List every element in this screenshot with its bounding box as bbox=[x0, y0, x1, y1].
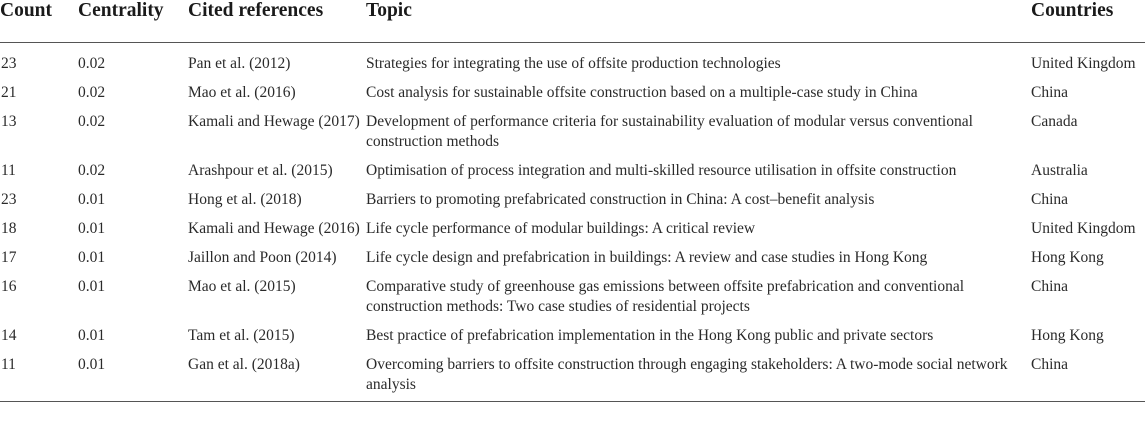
cell-centrality: 0.01 bbox=[78, 220, 106, 237]
cell-count: 11 bbox=[0, 350, 78, 402]
cell-topic: Life cycle performance of modular buildings: A critical review bbox=[366, 220, 756, 237]
cell-count: 14 bbox=[1, 327, 17, 344]
cell-topic: Strategies for integrating the use of offsite production technologies bbox=[366, 55, 781, 72]
cell-count: 21 bbox=[1, 84, 17, 101]
cell-reference: Kamali and Hewage (2016) bbox=[188, 220, 360, 237]
cell-topic: Life cycle design and prefabrication in buildings: A review and case studies in Hong Kong bbox=[366, 249, 928, 266]
cell-count: 11 bbox=[1, 162, 16, 179]
table-row bbox=[0, 43, 1145, 79]
table-header bbox=[0, 0, 1145, 43]
cell-topic: Barriers to promoting prefabricated construction in China: A cost–benefit analysis bbox=[366, 191, 875, 208]
header-countries: Countries bbox=[1031, 0, 1145, 43]
cell-country: United Kingdom bbox=[1031, 220, 1136, 237]
cell-country: China bbox=[1031, 191, 1069, 208]
cell-centrality: 0.02 bbox=[78, 162, 106, 179]
cell-count: 16 bbox=[1, 278, 17, 295]
header-row bbox=[0, 0, 1145, 43]
cell-centrality: 0.01 bbox=[78, 249, 106, 266]
table-row bbox=[0, 321, 1145, 350]
table-body bbox=[0, 43, 1145, 402]
table-row bbox=[0, 107, 1145, 156]
header-topic: Topic bbox=[366, 0, 1031, 43]
cell-country: Canada bbox=[1031, 113, 1078, 130]
cell-reference: Tam et al. (2015) bbox=[188, 327, 295, 344]
cell-count: 23 bbox=[1, 55, 17, 72]
cell-centrality: 0.02 bbox=[78, 84, 106, 101]
cell-reference: Jaillon and Poon (2014) bbox=[188, 249, 337, 266]
cell-reference: Arashpour et al. (2015) bbox=[188, 162, 333, 179]
header-count: Count bbox=[0, 0, 78, 43]
cell-centrality: 0.01 bbox=[78, 350, 188, 402]
cell-reference: Pan et al. (2012) bbox=[188, 55, 291, 72]
table-row bbox=[0, 214, 1145, 243]
table-row bbox=[0, 185, 1145, 214]
cell-topic: Overcoming barriers to offsite construction through engaging stakeholders: A two-mode social network analysis bbox=[366, 350, 1031, 402]
table-row bbox=[0, 272, 1145, 321]
cell-reference: Hong et al. (2018) bbox=[188, 191, 302, 208]
table-row bbox=[0, 156, 1145, 185]
table-row bbox=[0, 78, 1145, 107]
cell-country: China bbox=[1031, 84, 1069, 101]
cell-topic: Development of performance criteria for sustainability evaluation of modular versus conventional construction methods bbox=[366, 113, 973, 150]
cell-count: 13 bbox=[1, 113, 17, 130]
cell-country: China bbox=[1031, 278, 1069, 295]
cell-country: Australia bbox=[1031, 162, 1088, 179]
cell-centrality: 0.02 bbox=[78, 113, 106, 130]
table-row bbox=[0, 243, 1145, 272]
cell-topic: Best practice of prefabrication implementation in the Hong Kong public and private sectors bbox=[366, 327, 934, 344]
cell-count: 18 bbox=[1, 220, 17, 237]
cell-reference: Gan et al. (2018a) bbox=[188, 350, 366, 402]
table-row bbox=[0, 350, 1145, 402]
cell-count: 23 bbox=[1, 191, 17, 208]
cell-reference: Mao et al. (2016) bbox=[188, 84, 296, 101]
cell-count: 17 bbox=[1, 249, 17, 266]
cell-topic: Optimisation of process integration and multi-skilled resource utilisation in offsite construction bbox=[366, 162, 957, 179]
cell-centrality: 0.02 bbox=[78, 55, 106, 72]
cell-centrality: 0.01 bbox=[78, 278, 106, 295]
cell-country: Hong Kong bbox=[1031, 327, 1104, 344]
cell-country: United Kingdom bbox=[1031, 55, 1136, 72]
header-cited-references: Cited references bbox=[188, 0, 366, 43]
cell-reference: Mao et al. (2015) bbox=[188, 278, 296, 295]
cell-country: China bbox=[1031, 350, 1145, 402]
cell-topic: Cost analysis for sustainable offsite construction based on a multiple-case study in China bbox=[366, 84, 918, 101]
cell-centrality: 0.01 bbox=[78, 191, 106, 208]
header-centrality: Centrality bbox=[78, 0, 188, 43]
cell-reference: Kamali and Hewage (2017) bbox=[188, 113, 360, 130]
cell-country: Hong Kong bbox=[1031, 249, 1104, 266]
cell-centrality: 0.01 bbox=[78, 327, 106, 344]
cell-topic: Comparative study of greenhouse gas emissions between offsite prefabrication and conventional construction methods: Two case studies of residential projects bbox=[366, 278, 965, 315]
